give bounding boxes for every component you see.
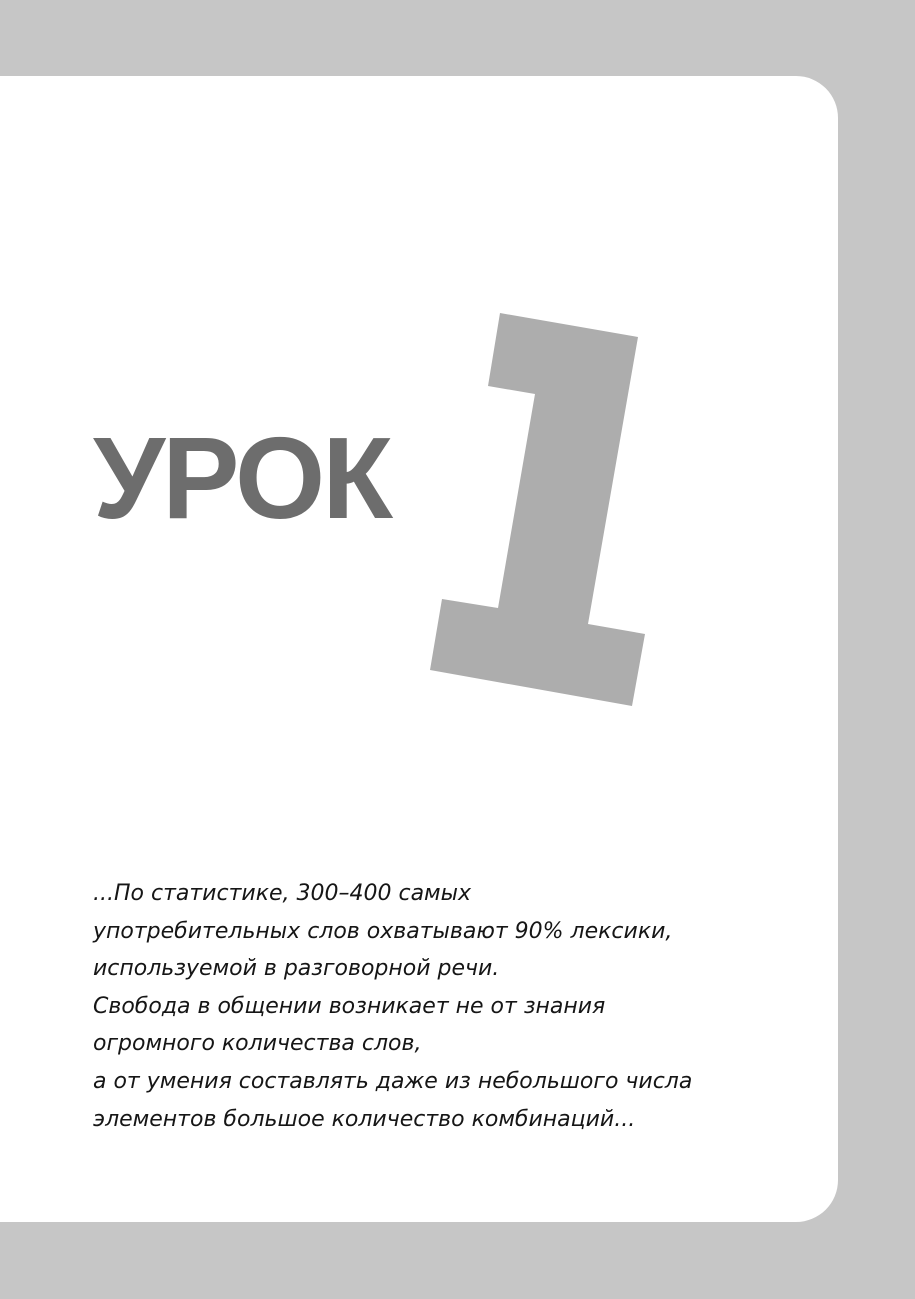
quote-line: ...По статистике, 300–400 самых <box>93 881 472 906</box>
quote-line: элементов большое количество комбинаций... <box>93 1106 636 1132</box>
lesson-title: УРОК <box>93 413 391 543</box>
quote-line: употребительных слов охватывают 90% лексики, <box>93 918 673 944</box>
quote-text <box>93 875 793 1138</box>
quote-line: Свобода в общении возникает не от знания <box>93 993 606 1019</box>
quote-line: а от умения составлять даже из небольшого числа <box>93 1068 693 1094</box>
number-one-shape <box>430 313 645 706</box>
quote-line: используемой в разговорной речи. <box>93 956 500 982</box>
lesson-number-glyph <box>400 300 680 720</box>
lesson-number <box>400 300 680 720</box>
quote-line: огромного количества слов, <box>93 1031 422 1057</box>
